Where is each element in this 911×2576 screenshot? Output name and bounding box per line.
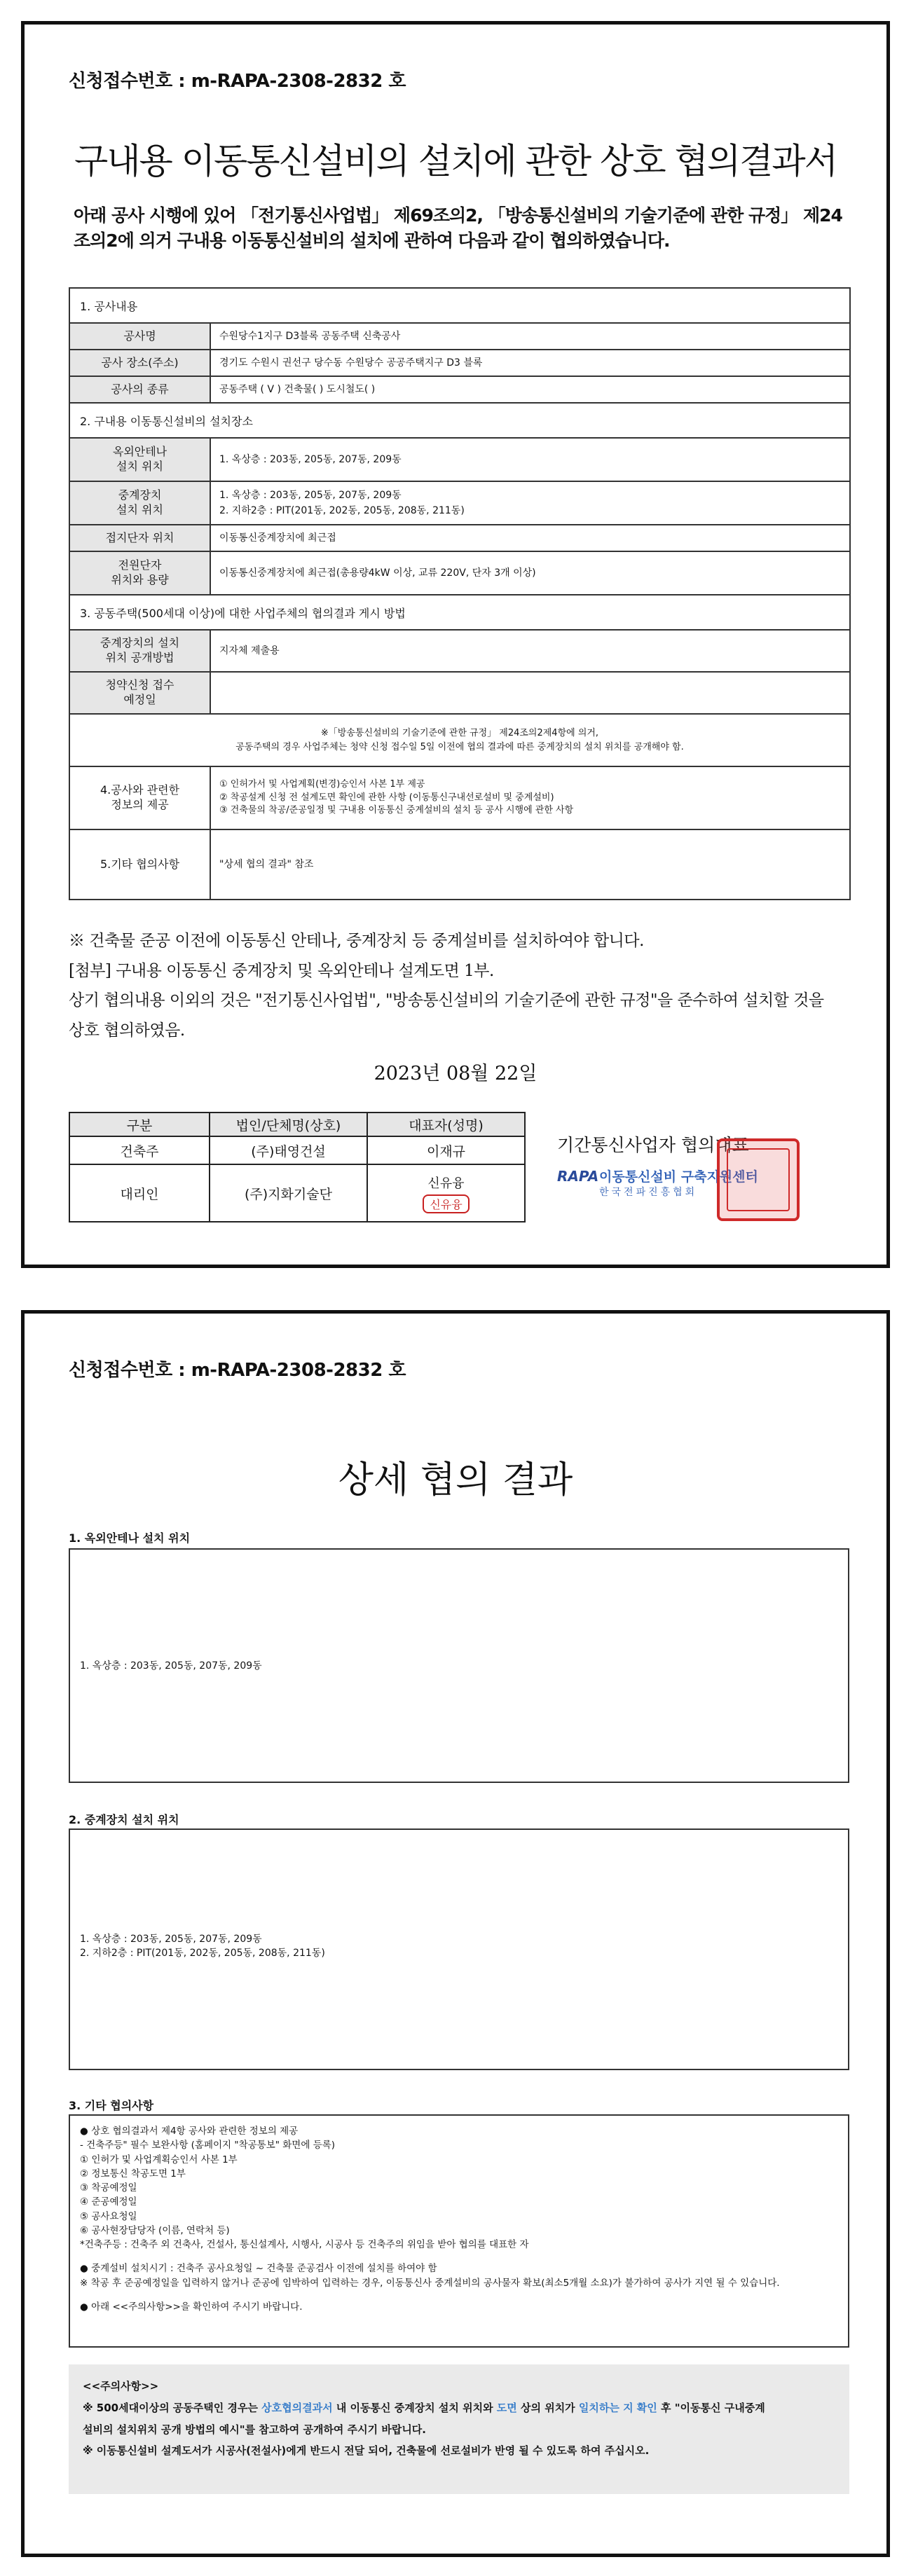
project-type-label: 공사의 종류 [69,376,210,403]
body-text: ※ 건축물 준공 이전에 이동통신 안테나, 중계장치 등 중계설비를 설치하여야 합니다. [첨부] 구내용 이동통신 중계장치 및 옥외안테나 설계도면 1부. 상기 협의내용 이외의 것은 "전기통신사업법", "방송통신설비의 기술기준에 관한 규정"을 준수하여 설치할 것을 상호 협의하였음. [69,932,824,1040]
caution-line: 설비의 설치위치 공개 방법의 예시"를 참고하여 공개하여 주시기 바랍니다. [83,2423,426,2436]
receipt-number: 신청접수번호 : m-RAPA-2308-2832 호 [69,71,406,92]
page-title: 구내용 이동통신설비의 설치에 관한 상호 협의결과서 [74,141,837,181]
agreement-table [69,287,851,900]
agreement-date: 2023년 08월 22일 [374,1063,537,1084]
project-name-label: 공사명 [69,323,210,350]
section-heading: 2. 중계장치 설치 위치 [69,1813,179,1826]
antenna-location-text: 1. 옥상층 : 203동, 205동, 207동, 209동 [80,1660,262,1672]
disclosure-value: 지자체 제출용 [210,630,850,672]
ground-terminal-value: 이동통신중계장치에 최근접 [210,525,850,551]
rapa-logo: RAPA [557,1168,599,1185]
sig-cell: 건축주 [69,1136,210,1164]
caution-line: ※ 이동통신설비 설계도서가 시공사(전설사)에게 반드시 전달 되어, 건축물에 선로설비가 반영 될 수 있도록 하여 주십시오. [83,2444,650,2458]
project-name-value: 수원당수1지구 D3블록 공동주택 신축공사 [210,323,850,350]
regulation-notice: ※「방송통신설비의 기술기준에 관한 규정」 제24조의2제4항에 의거, 공동주택의 경우 사업주체는 청약 신청 접수일 5일 이전에 협의 결과에 따른 중계장치의 설치 위치를 공개해야 함. [69,714,850,766]
location-label: 공사 장소(주소) [69,350,210,376]
power-terminal-value: 이동통신중계장치에 최근접(총용량4kW 이상, 교류 220V, 단자 3개 이상) [210,551,850,595]
caution-title: <<주의사항>> [83,2380,159,2392]
sig-header: 대표자(성명) [367,1113,525,1136]
sig-header: 법인/단체명(상호) [210,1113,367,1136]
detail-page [21,1310,890,2557]
section-heading: 1. 공사내용 [69,288,850,323]
relay-location-text: 1. 옥상층 : 203동, 205동, 207동, 209동 2. 지하2층 : PIT(201동, 202동, 205동, 208동, 211동) [80,1934,325,1959]
antenna-value: 1. 옥상층 : 203동, 205동, 207동, 209동 [210,438,850,481]
ground-terminal-label: 접지단자 위치 [69,525,210,551]
carrier-representative [536,1131,872,1237]
receipt-number: 신청접수번호 : m-RAPA-2308-2832 호 [69,1360,406,1381]
sig-cell: (주)지화기술단 [210,1164,367,1222]
location-value: 경기도 수원시 권선구 당수동 수원당수 공공주택지구 D3 블록 [210,350,850,376]
other-agreement-label: 5.기타 협의사항 [69,829,210,900]
caution-box [69,2364,849,2494]
power-terminal-label: 전원단자 위치와 용량 [69,551,210,595]
sig-cell: (주)태영건설 [210,1136,367,1164]
project-type-value: 공동주택 ( V ) 건축물( ) 도시철도( ) [210,376,850,403]
page-title: 상세 협의 결과 [338,1459,573,1501]
other-items-box [69,2114,849,2348]
section-heading: 3. 공동주택(500세대 이상)에 대한 사업주체의 협의결과 게시 방법 [69,595,850,630]
caution-line: ※ 500세대이상의 공동주택인 경우는 상호협의결과서 내 이동통신 중계장치 설치 위치와 도면 상의 위치가 일치하는 지 확인 후 "이동통신 구내중계 [83,2401,765,2414]
personal-seal: 신유융 [423,1194,469,1213]
sig-cell: 대리인 [69,1164,210,1222]
org-name: 이동통신설비 구축지원센터 [599,1169,758,1185]
sig-cell-signature: 신유융 신유융 [367,1164,525,1222]
relay-value: 1. 옥상층 : 203동, 205동, 207동, 209동 2. 지하2층 : PIT(201동, 202동, 205동, 208동, 211동) [210,481,850,525]
info-provision-label: 4.공사와 관련한 정보의 제공 [69,766,210,829]
subscription-date-label: 청약신청 접수 예정일 [69,672,210,714]
relay-location-box [69,1828,849,2070]
official-seal [717,1138,800,1221]
disclosure-label: 중계장치의 설치 위치 공개방법 [69,630,210,672]
agreement-page [21,21,890,1268]
section-heading: 1. 옥외안테나 설치 위치 [69,1531,191,1545]
sig-header: 구분 [69,1113,210,1136]
antenna-label: 옥외안테나 설치 위치 [69,438,210,481]
section-heading: 2. 구내용 이동통신설비의 설치장소 [69,403,850,438]
org-title: 기간통신사업자 협의대표 [557,1135,749,1155]
intro-paragraph: 아래 공사 시행에 있어 「전기통신사업법」 제69조의2, 「방송통신설비의 기술기준에 관한 규정」 제24조의2에 의거 구내용 이동통신설비의 설치에 관하여 다음과 같이 협의하였습니다. [74,205,842,252]
other-items-text: ● 상호 협의결과서 제4항 공사와 관련한 정보의 제공 - 건축주등" 필수 보완사항 (홈페이지 "착공통보" 화면에 등록) ① 인허가 및 사업계획승인서 사본 1부 ② 정보통신 착공도면 1부 ③ 착공예정일 ④ 준공예정일 ⑤ 공사요청일 ⑥ 공사현장담당자 (이름, 연락처 등) *건축주등 : 건축주 외 건축사, 건설사, 통신설계사, 시행사, 시공사 등 건축주의 위임을 받아 협의를 대표한 자 ● 중계설비 설치시기 : 건축주 공사요청일 ~ 건축물 준공검사 이전에 설치를 하여야 함 ※ 착공 후 준공예정일을 입력하지 않거나 준공에 임박하여 입력하는 경우, 이동통신사 중계설비의 공사물자 확보(최소5개월 소요)가 불가하여 공사가 지연 될 수 있습니다. ● 아래 <<주의사항>>을 확인하여 주시기 바랍니다. [80,2126,780,2313]
antenna-location-box [69,1548,849,1783]
section-heading: 3. 기타 협의사항 [69,2099,154,2112]
info-provision-value: ① 인허가서 및 사업계획(변경)승인서 사본 1부 제공 ② 착공설계 신청 전 설계도면 확인에 관한 사항 (이동통신구내선로설비 및 중계설비) ③ 건축물의 착공/준공일정 및 구내용 이동통신 중계설비의 설치 등 공사 시행에 관한 사항 [210,766,850,829]
subscription-date-value [210,672,850,714]
relay-label: 중계장치 설치 위치 [69,481,210,525]
sig-cell: 이재규 [367,1136,525,1164]
other-agreement-value: "상세 협의 결과" 참조 [210,829,850,900]
org-subtitle: 한국전파진흥협회 [599,1187,698,1198]
signature-table [69,1112,526,1222]
